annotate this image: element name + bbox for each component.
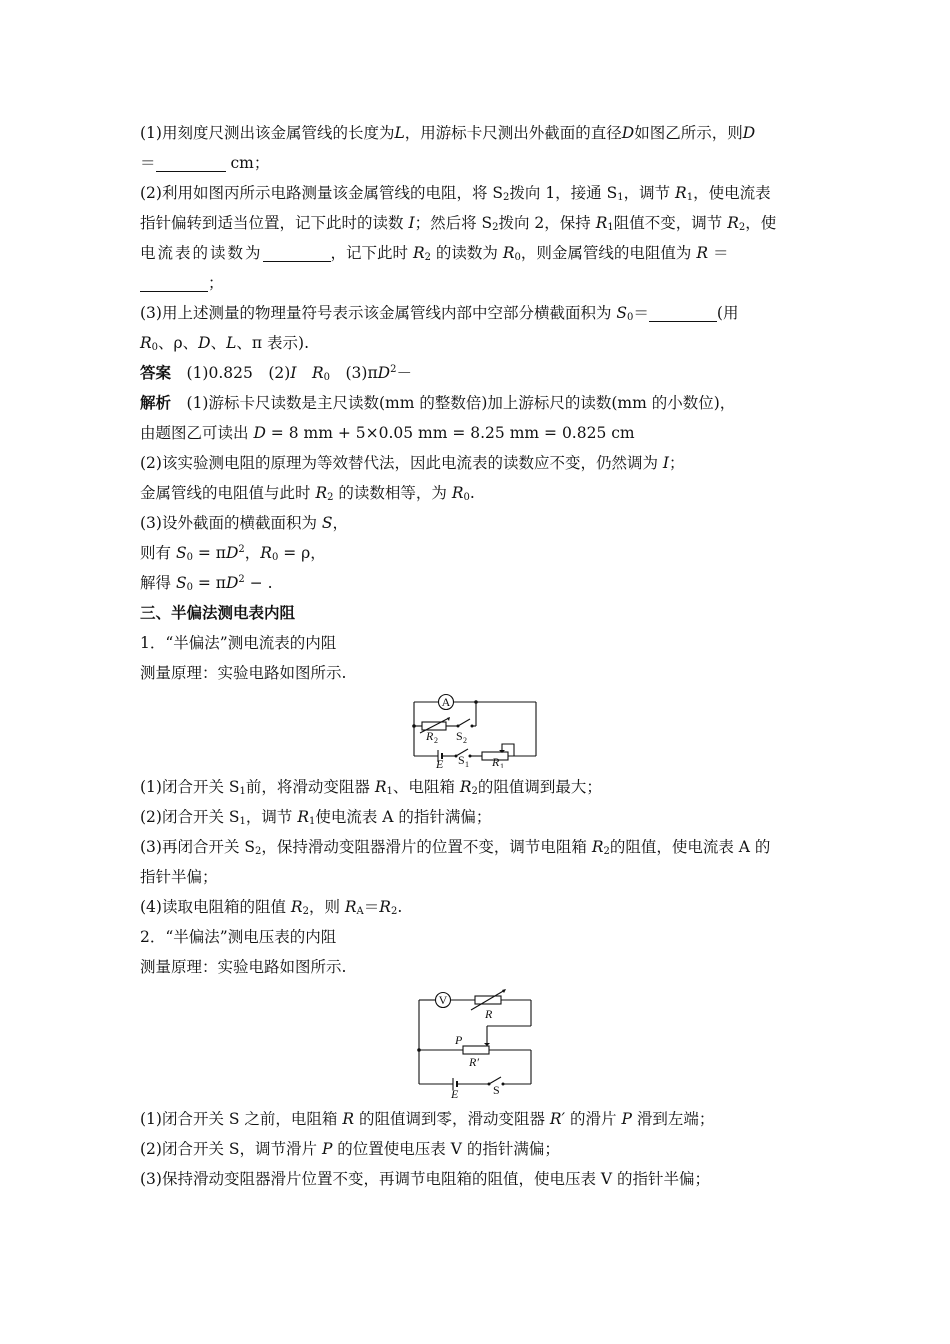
answer-blank-4[interactable] [649,303,717,322]
answer-blank-2[interactable] [263,243,331,262]
svg-text:R: R [426,729,434,743]
svg-text:R: R [485,1007,493,1021]
svg-text:P: P [455,1033,463,1047]
answer-label: 答案 [140,363,172,382]
step-2-3: (3)保持滑动变阻器滑片位置不变，再调节电阻箱的阻值，使电压表 V 的指针半偏； [140,1170,711,1188]
subsection-heading-1: 1．“半偏法”测电流表的内阻 [140,634,337,652]
step-2-1: (1)闭合开关 S 之前，电阻箱 R 的阻值调到零，滑动变阻器 R′ 的滑片 P 滑到左端； [140,1110,715,1128]
svg-text:S: S [456,729,463,743]
step-1-2: (2)闭合开关 $S_1$，调节 $R_1$使电流表 A 的指针满偏； [140,808,492,827]
svg-text:1: 1 [500,762,504,768]
principle-2: 测量原理：实验电路如图所示. [140,958,347,976]
ammeter-label: A [441,695,451,709]
question-3: (3)用上述测量的物理量符号表示该金属管线内部中空部分横截面积为 $S_0=$ (用 $R_0$、ρ、D、L、π 表示). [140,304,739,353]
step-1-4: (4)读取电阻箱的阻值 $R_2$，则 $R_A=R_2$. [140,898,403,917]
subsection-heading-2: 2．“半偏法”测电压表的内阻 [140,928,337,946]
svg-text:S: S [458,753,465,767]
svg-text:1: 1 [465,760,469,768]
voltmeter-half-deflection-circuit [415,988,539,1098]
analysis-block: 解析 (1)游标卡尺读数是主尺读数(mm 的整数倍)加上游标尺的读数(mm 的小数位)， 由题图乙可读出 D = 8 mm + 5×0.05 mm = 8.25 mm = 0.825 cm (2)该实验测电阻的原理为等效替代法，因此电流表的读数应不变，仍然调为 I； 金属管线的电阻值与此时 $R_2$ 的读数相等，为 $R_0$. (3)设外截面的横截面积为 S， 则有 $S_0 = \pi D^2$，$R_0 = \rho$， 解得 $S_0 = \pi D^2$ − . [140,393,736,593]
svg-text:R′: R′ [469,1055,479,1069]
question-1: (1)用刻度尺测出该金属管线的长度为L，用游标卡尺测出外截面的直径D如图乙所示，则D ＝ cm； [140,124,756,172]
section-heading: 三、半偏法测电表内阻 [140,603,296,622]
step-1-1: (1)闭合开关 $S_1$前，将滑动变阻器 $R_1$、电阻箱 $R_2$的阻值调到最大； [140,778,602,797]
analysis-label: 解析 [140,393,172,412]
answer-blank-1[interactable] [156,153,226,172]
ammeter-half-deflection-circuit [410,692,540,768]
svg-text:R: R [492,755,500,768]
principle-1: 测量原理：实验电路如图所示. [140,664,347,682]
svg-text:2: 2 [434,736,438,745]
answer-blank-3[interactable] [140,273,208,292]
svg-text:S: S [493,1083,500,1097]
question-2: (2)利用如图丙所示电路测量该金属管线的电阻，将 $S_2$拨向 1，接通 $S_1$，调节 $R_1$，使电流表 指针偏转到适当位置，记下此时的读数 I；然后将 $S_2$拨向 2，保持 $R_1$阻值不变，调节 $R_2$，使 电流表的读数为 ，记下此时 $R_2$ 的读数为 $R_0$，则金属管线的电阻值为 R ＝ ； [140,184,777,292]
svg-text:2: 2 [463,736,467,745]
document-page [140,118,812,1194]
svg-text:E: E [451,1087,459,1098]
step-2-2: (2)闭合开关 S，调节滑片 P 的位置使电压表 V 的指针满偏； [140,1140,560,1158]
voltmeter-label: V [438,993,448,1007]
answer-line: 答案 (1)0.825 (2)I $R_0$ $(3)\pi D^2-$ [140,363,412,383]
svg-text:E: E [436,757,444,768]
step-1-3: (3)再闭合开关 $S_2$，保持滑动变阻器滑片的位置不变，调节电阻箱 $R_2$的阻值，使电流表 A 的 指针半偏； [140,838,771,886]
